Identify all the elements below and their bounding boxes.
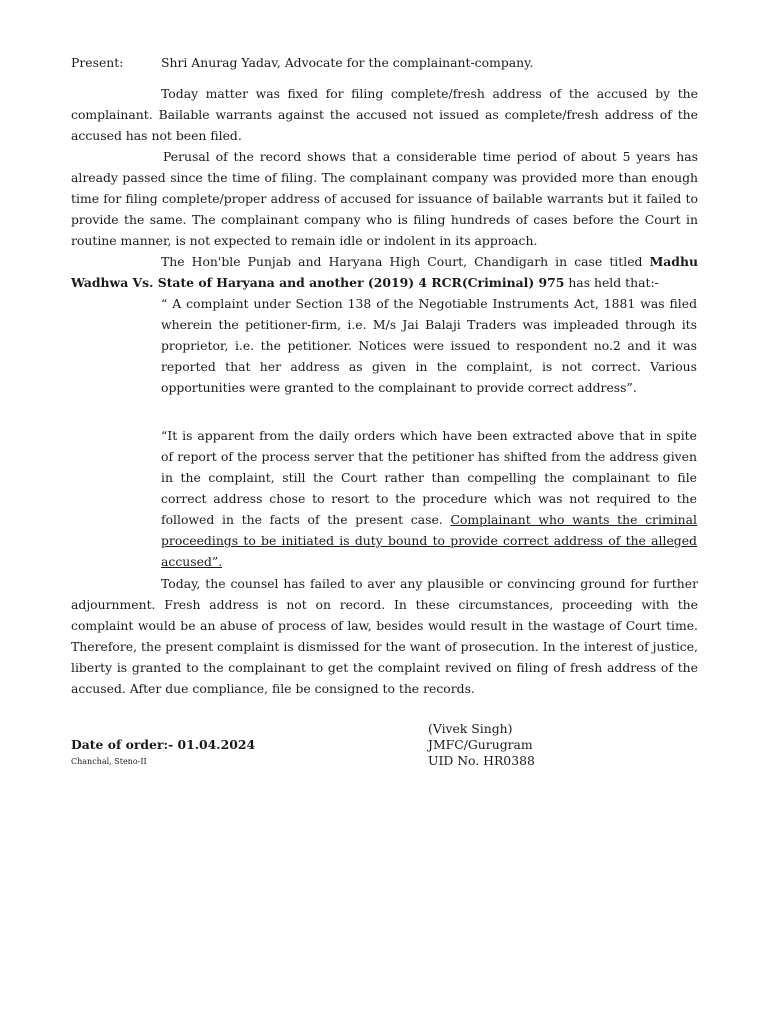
reference-suffix: has held that:- (564, 275, 659, 290)
signature-designation: JMFC/Gurugram (428, 737, 533, 752)
date-of-order: Date of order:- 01.04.2024 (71, 737, 256, 752)
quote-second-main: “It is apparent from the daily orders which have been extracted above that in spite of report of the process server that the petitioner has shifted from the address given in the complaint, still the Court rather than compelling the complainant to file correct address chose to resort to the procedure which was not required to the followed in the facts of the present case. (161, 428, 697, 527)
paragraph-address-not-filed: Today matter was fixed for filing complete/fresh address of the accused by the complainant. Bailable warrants against the accused not issued as complete/fresh address of the accused has not been filed. (71, 86, 698, 143)
quote-second (161, 425, 697, 572)
steno-name: Chanchal, Steno-II (71, 757, 147, 766)
paragraph-dismissal: Today, the counsel has failed to aver any plausible or convincing ground for further adjournment. Fresh address is not on record. In these circumstances, proceeding with the complaint would be an abuse of process of law, besides would result in the wastage of Court time. Therefore, the present complaint is dismissed for the want of prosecution. In the interest of justice, liberty is granted to the complainant to get the complaint revived on filing of fresh address of the accused. After due compliance, file be consigned to the records. (71, 576, 698, 696)
present-text: Shri Anurag Yadav, Advocate for the complainant-company. (161, 55, 534, 70)
signature-name: (Vivek Singh) (428, 721, 513, 736)
signature-uid: UID No. HR0388 (428, 753, 535, 768)
reference-prefix: The Hon'ble Punjab and Haryana High Court, Chandigarh in case titled (161, 254, 650, 269)
quote-second-underlined: Complainant who wants the criminal proceedings to be initiated is duty bound to provide correct address of the alleged accused”. (161, 512, 697, 569)
case-citation: Madhu Wadhwa Vs. State of Haryana and another (2019) 4 RCR(Criminal) 975 (71, 254, 698, 290)
paragraph-perusal-of-record: Perusal of the record shows that a considerable time period of about 5 years has already passed since the time of filing. The complainant company was provided more than enough time for filing complete/proper address of accused for issuance of bailable warrants but it failed to provide the same. The complainant company who is filing hundreds of cases before the Court in routine manner, is not expected to remain idle or indolent in its approach. (71, 149, 698, 248)
present-label: Present: (71, 55, 124, 70)
paragraph-high-court-reference (71, 251, 698, 293)
quote-first: “ A complaint under Section 138 of the Negotiable Instruments Act, 1881 was filed wherein the petitioner-firm, i.e. M/s Jai Balaji Traders was impleaded through its proprietor, i.e. the petitioner. Notices were issued to respondent no.2 and it was reported that her address as given in the complaint, is not correct. Various opportunities were granted to the complainant to provide correct address”. (161, 296, 697, 395)
